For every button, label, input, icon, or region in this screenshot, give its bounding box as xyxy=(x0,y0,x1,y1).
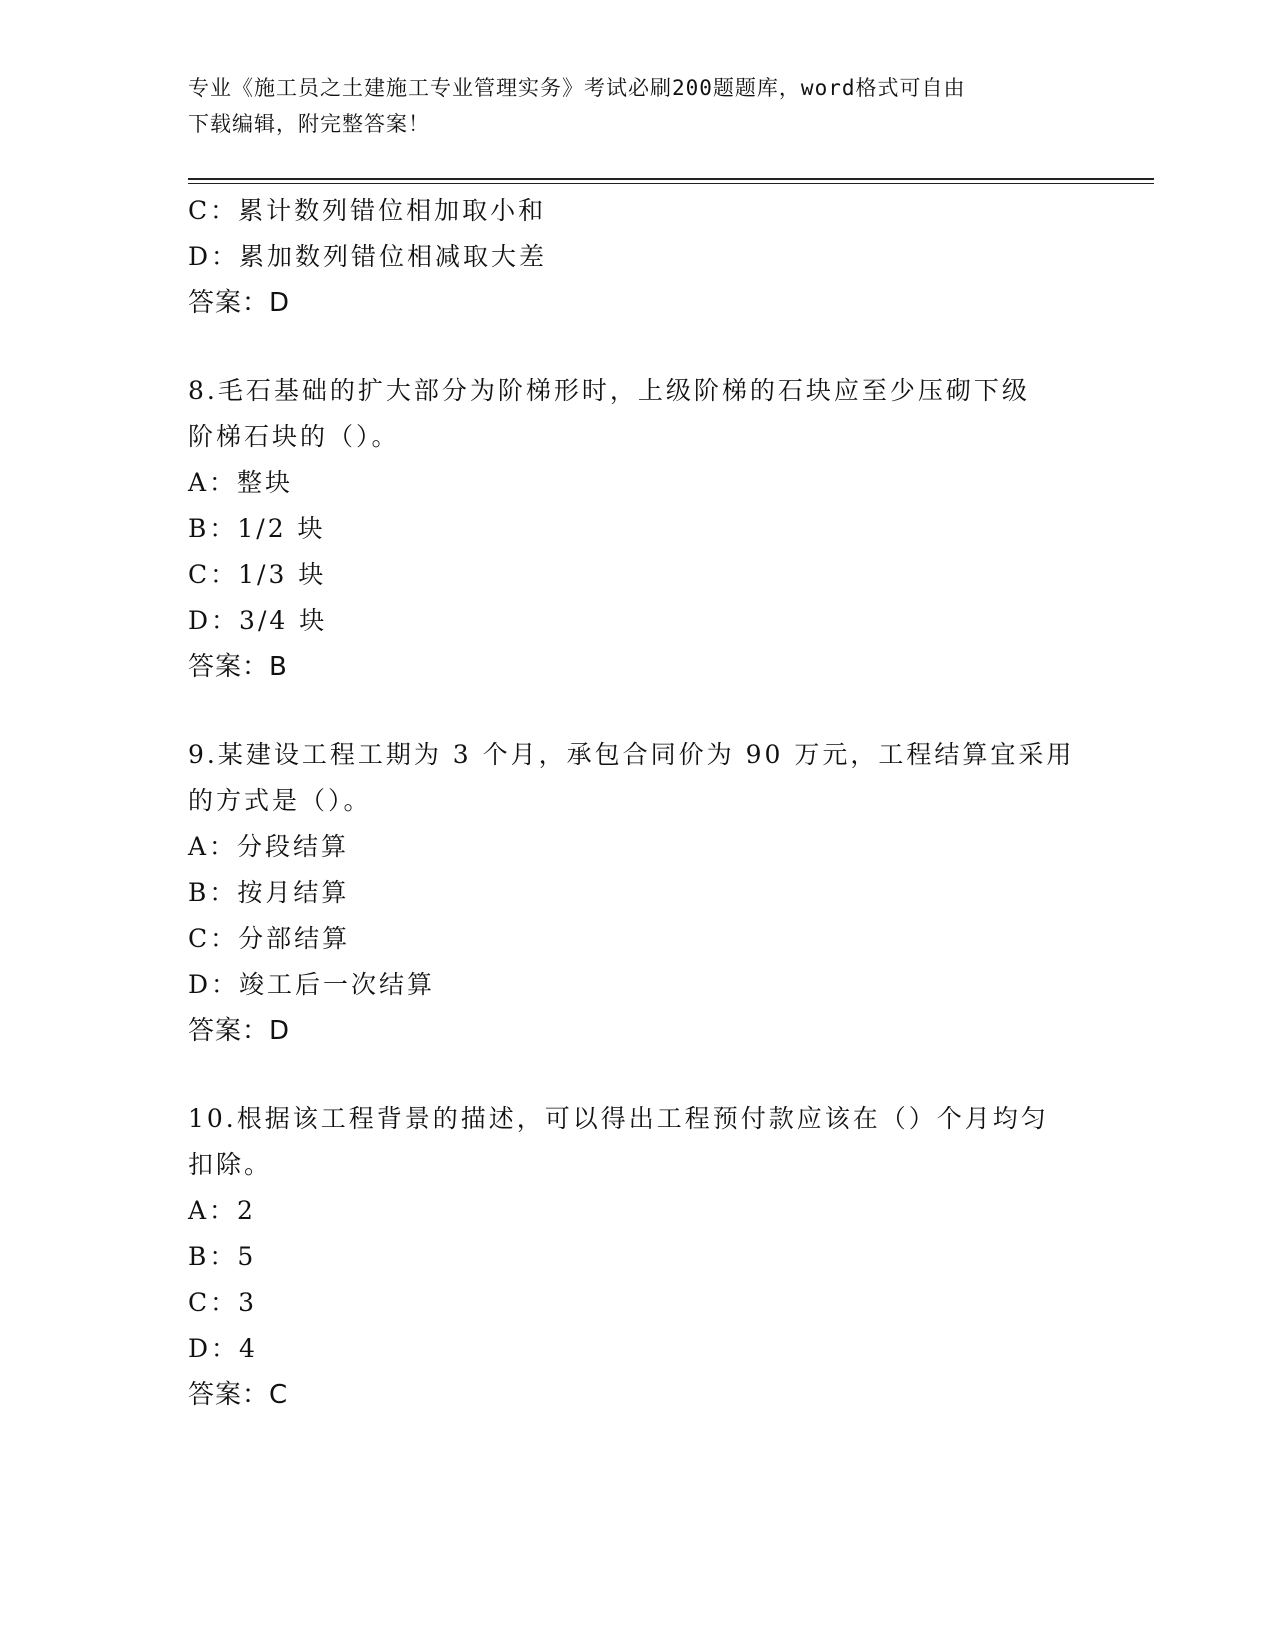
document-header xyxy=(188,70,1088,142)
spacer xyxy=(188,1054,1088,1096)
option-c: C：累计数列错位相加取小和 xyxy=(188,196,547,225)
option-b: B：5 xyxy=(188,1242,257,1271)
option-b: B：1/2 块 xyxy=(188,514,326,543)
question-text-continued: 的方式是（）。 xyxy=(188,786,372,815)
question-text: 9.某建设工程工期为 3 个月，承包合同价为 90 万元，工程结算宜采用 xyxy=(188,740,1075,769)
previous-question-tail xyxy=(188,188,1088,326)
option-a: A：整块 xyxy=(188,468,294,497)
option-a: A：分段结算 xyxy=(188,832,350,861)
question-text-continued: 扣除。 xyxy=(188,1150,273,1179)
option-c: C：1/3 块 xyxy=(188,560,327,589)
option-c: C：分部结算 xyxy=(188,924,351,953)
question-block-8 xyxy=(188,368,1088,690)
option-c: C：3 xyxy=(188,1288,258,1317)
answer-line: 答案：D xyxy=(188,288,291,318)
question-text-continued: 阶梯石块的（）。 xyxy=(188,422,400,451)
header-line-2: 下载编辑，附完整答案！ xyxy=(188,112,430,136)
question-text: 10.根据该工程背景的描述，可以得出工程预付款应该在（）个月均匀 xyxy=(188,1104,1049,1133)
option-d: D：累加数列错位相减取大差 xyxy=(188,242,548,271)
option-d: D：3/4 块 xyxy=(188,606,328,635)
answer-line: 答案：B xyxy=(188,652,288,682)
option-d: D：4 xyxy=(188,1334,258,1363)
header-line-1: 专业《施工员之土建施工专业管理实务》考试必刷200题题库，word格式可自由 xyxy=(188,76,966,100)
question-block-10 xyxy=(188,1096,1088,1418)
spacer xyxy=(188,326,1088,368)
answer-line: 答案：C xyxy=(188,1380,289,1410)
option-a: A：2 xyxy=(188,1196,256,1225)
option-d: D：竣工后一次结算 xyxy=(188,970,436,999)
option-b: B：按月结算 xyxy=(188,878,350,907)
header-divider-thick xyxy=(188,178,1154,180)
spacer xyxy=(188,690,1088,732)
question-content xyxy=(188,188,1088,1418)
header-divider-thin xyxy=(188,183,1154,184)
question-block-9 xyxy=(188,732,1088,1054)
question-text: 8.毛石基础的扩大部分为阶梯形时，上级阶梯的石块应至少压砌下级 xyxy=(188,376,1030,405)
answer-line: 答案：D xyxy=(188,1016,291,1046)
